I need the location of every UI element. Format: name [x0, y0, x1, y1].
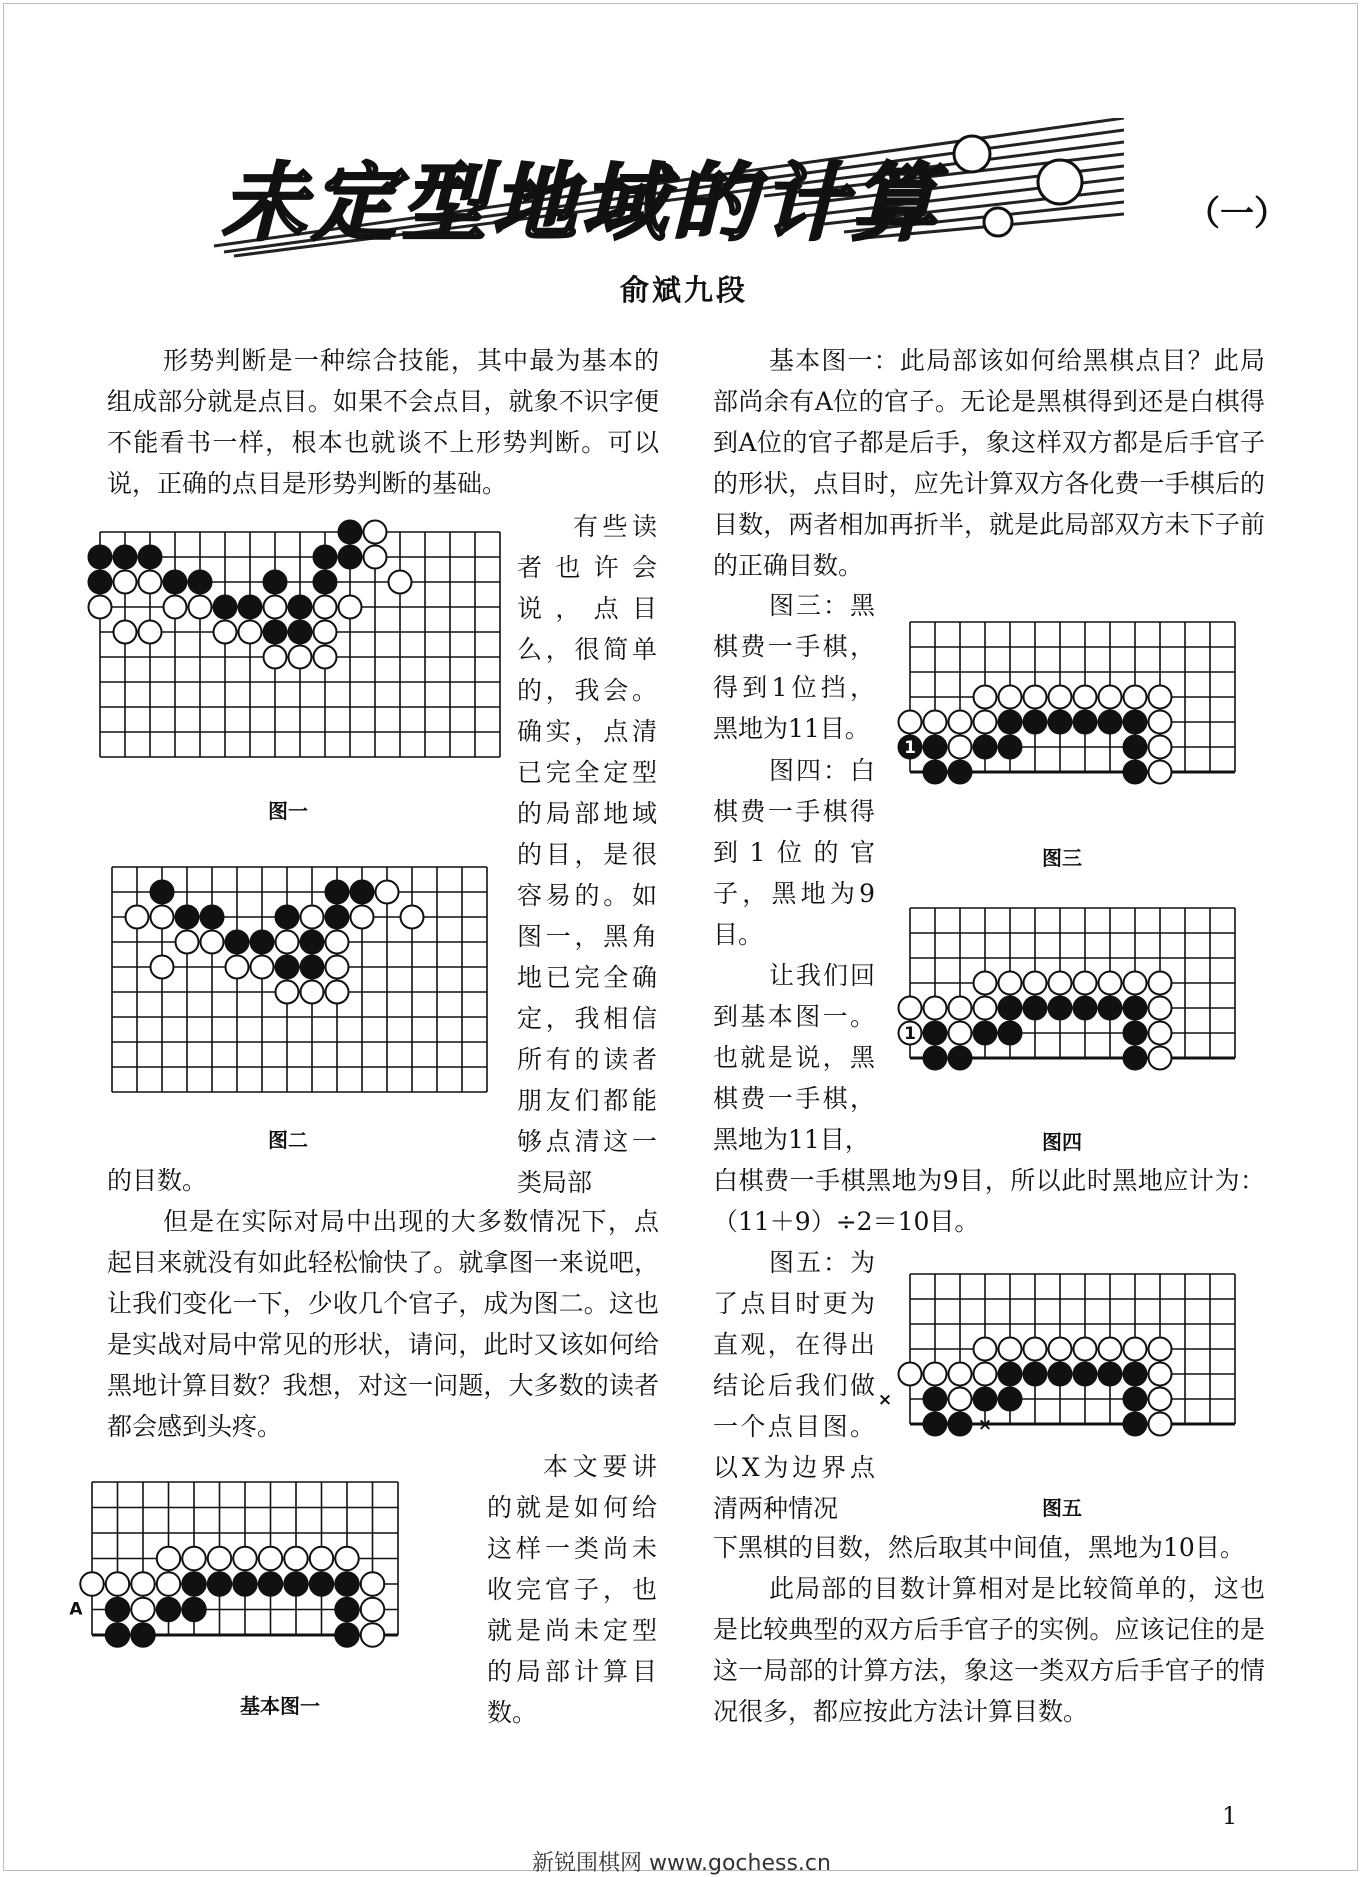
boundary-x-mark: ×	[877, 1390, 893, 1410]
black-stone	[1074, 711, 1097, 734]
white-stone	[226, 956, 249, 979]
right-continuation-3: 下黑棋的目数，然后取其中间值，黑地为10目。	[713, 1533, 1245, 1562]
intro-paragraph: 形势判断是一种综合技能，其中最为基本的组成部分就是点目。如果不会点目，就象不识字便不能看书一样，根本也就谈不上形势判断。可以说，正确的点目是形势判断的基础。	[107, 346, 659, 498]
side-text-2: 本文要讲的就是如何给这样一类尚未收完官子，也就是尚未定型的局部计算目数。	[487, 1452, 657, 1727]
white-stone	[276, 981, 299, 1004]
black-stone	[999, 1022, 1022, 1045]
black-stone	[351, 881, 374, 904]
white-stone	[131, 1598, 154, 1621]
black-stone	[310, 1572, 333, 1595]
white-stone	[999, 972, 1022, 995]
white-stone	[106, 1572, 129, 1595]
white-stone	[264, 646, 287, 669]
black-stone	[1024, 1363, 1047, 1386]
diagram-fig2	[100, 855, 520, 1105]
continuation-1: 的目数。	[107, 1166, 208, 1195]
white-stone	[1099, 1338, 1122, 1361]
white-stone	[949, 1363, 972, 1386]
black-stone	[131, 1623, 154, 1646]
side-text-5: 让我们回到基本图一。也就是说，黑棋费一手棋，黑地为11目，	[713, 961, 875, 1154]
black-stone	[1124, 1047, 1147, 1070]
diagram-fig3	[898, 610, 1278, 820]
black-stone	[314, 546, 337, 569]
black-stone	[289, 621, 312, 644]
black-stone	[1124, 711, 1147, 734]
white-stone	[1149, 686, 1172, 709]
white-stone	[314, 646, 337, 669]
white-stone	[1149, 1388, 1172, 1411]
white-stone	[89, 596, 112, 619]
white-stone	[276, 931, 299, 954]
black-stone	[949, 761, 972, 784]
black-stone	[1074, 997, 1097, 1020]
black-stone	[335, 1598, 358, 1621]
black-stone	[276, 956, 299, 979]
white-stone	[1099, 972, 1122, 995]
black-stone	[1124, 761, 1147, 784]
white-stone	[214, 621, 237, 644]
white-stone	[974, 686, 997, 709]
black-stone	[1074, 1363, 1097, 1386]
black-stone	[259, 1572, 282, 1595]
white-stone	[401, 906, 424, 929]
black-stone	[999, 1363, 1022, 1386]
white-stone	[1124, 972, 1147, 995]
white-stone	[364, 521, 387, 544]
white-stone	[233, 1547, 256, 1570]
white-stone	[326, 931, 349, 954]
author-byline: 俞斌九段	[620, 273, 749, 307]
white-stone	[80, 1572, 103, 1595]
white-stone	[1024, 1338, 1047, 1361]
diagram-fig5	[877, 1262, 1278, 1472]
black-stone	[289, 596, 312, 619]
black-stone	[335, 1623, 358, 1646]
black-stone	[251, 931, 274, 954]
right-continuation-2: 白棋费一手棋黑地为9目，所以此时黑地应计为：（11＋9）÷2＝10目。	[713, 1166, 1265, 1236]
black-stone	[339, 546, 362, 569]
white-stone	[114, 571, 137, 594]
black-stone	[201, 906, 224, 929]
black-stone	[301, 956, 324, 979]
white-stone	[974, 1338, 997, 1361]
black-stone	[284, 1572, 307, 1595]
black-stone	[89, 546, 112, 569]
black-stone	[999, 997, 1022, 1020]
white-stone	[251, 956, 274, 979]
black-stone	[264, 621, 287, 644]
black-stone	[314, 571, 337, 594]
fig5-caption: 图五	[1042, 1496, 1082, 1520]
white-stone	[1149, 1047, 1172, 1070]
white-stone	[151, 906, 174, 929]
black-stone	[949, 1047, 972, 1070]
black-stone	[208, 1572, 231, 1595]
white-stone	[949, 1388, 972, 1411]
white-stone	[301, 906, 324, 929]
white-stone	[1074, 686, 1097, 709]
diagram-fig4	[898, 896, 1278, 1106]
black-stone	[326, 881, 349, 904]
white-stone	[182, 1547, 205, 1570]
black-stone	[1024, 711, 1047, 734]
fig2-caption: 图二	[268, 1128, 308, 1152]
white-stone	[949, 997, 972, 1020]
black-stone	[999, 736, 1022, 759]
white-stone	[924, 711, 947, 734]
black-stone	[264, 571, 287, 594]
black-stone	[214, 596, 237, 619]
white-stone	[949, 711, 972, 734]
black-stone	[1124, 1363, 1147, 1386]
white-stone	[1024, 686, 1047, 709]
white-stone	[949, 1022, 972, 1045]
white-stone	[1149, 972, 1172, 995]
black-stone	[1024, 997, 1047, 1020]
white-stone	[139, 571, 162, 594]
white-stone	[1149, 711, 1172, 734]
white-stone	[259, 1547, 282, 1570]
black-stone	[151, 881, 174, 904]
white-stone	[1099, 686, 1122, 709]
white-stone	[1149, 1413, 1172, 1436]
white-stone	[1049, 972, 1072, 995]
black-stone	[924, 1047, 947, 1070]
white-stone	[314, 596, 337, 619]
white-stone	[1049, 686, 1072, 709]
white-stone	[157, 1572, 180, 1595]
white-stone	[924, 1363, 947, 1386]
white-stone	[1074, 1338, 1097, 1361]
move-number: 1	[904, 738, 916, 758]
black-stone	[106, 1598, 129, 1621]
black-stone	[949, 1413, 972, 1436]
white-stone	[208, 1547, 231, 1570]
side-text-4: 图四：白棋费一手棋得到1位的官子，黑地为9目。	[713, 756, 875, 949]
boundary-x-mark: ×	[977, 1415, 993, 1435]
black-stone	[924, 1388, 947, 1411]
white-stone	[157, 1547, 180, 1570]
black-stone	[924, 1022, 947, 1045]
white-stone	[351, 906, 374, 929]
white-stone	[201, 931, 224, 954]
black-stone	[326, 906, 349, 929]
page-number: 1	[1222, 1802, 1238, 1830]
black-stone	[114, 546, 137, 569]
white-stone	[189, 596, 212, 619]
black-stone	[1124, 1388, 1147, 1411]
black-stone	[226, 931, 249, 954]
white-stone	[114, 621, 137, 644]
white-stone	[389, 571, 412, 594]
white-stone	[339, 596, 362, 619]
black-stone	[924, 736, 947, 759]
white-stone	[131, 1572, 154, 1595]
diagram-base-fig1	[69, 1470, 482, 1675]
white-stone	[151, 956, 174, 979]
white-stone	[1149, 1022, 1172, 1045]
white-stone	[126, 906, 149, 929]
white-stone	[361, 1598, 384, 1621]
black-stone	[276, 906, 299, 929]
black-stone	[999, 711, 1022, 734]
article-title: 未定型地域的计算	[222, 153, 943, 252]
white-stone	[301, 981, 324, 1004]
white-stone	[314, 621, 337, 644]
black-stone	[1099, 1363, 1122, 1386]
article-part: （一）	[1186, 194, 1288, 234]
white-stone	[949, 736, 972, 759]
side-text-1: 有些读者也许会说，点目么，很简单的，我会。确实，点清已完全定型的局部地域的目，是很容易的。如图一，黑角地已完全确定，我相信所有的读者朋友们都能够点清这一类局部	[517, 512, 657, 1197]
black-stone	[924, 761, 947, 784]
black-stone	[974, 736, 997, 759]
black-stone	[335, 1572, 358, 1595]
white-stone	[376, 881, 399, 904]
white-stone	[284, 1547, 307, 1570]
black-stone	[1049, 997, 1072, 1020]
white-stone	[974, 997, 997, 1020]
footer-watermark: 新锐围棋网 www.gochess.cn	[532, 1851, 831, 1876]
black-stone	[106, 1623, 129, 1646]
white-stone	[1124, 686, 1147, 709]
white-stone	[974, 972, 997, 995]
white-stone	[1024, 972, 1047, 995]
white-stone	[899, 1363, 922, 1386]
black-stone	[974, 1388, 997, 1411]
white-stone	[999, 686, 1022, 709]
black-stone	[189, 571, 212, 594]
white-stone	[974, 1363, 997, 1386]
white-stone	[139, 621, 162, 644]
white-stone	[1124, 1338, 1147, 1361]
white-stone	[239, 621, 262, 644]
diagram-fig1	[88, 520, 528, 780]
black-stone	[233, 1572, 256, 1595]
black-stone	[239, 596, 262, 619]
black-stone	[1099, 997, 1122, 1020]
point-label-a: A	[69, 1599, 83, 1620]
white-stone	[1149, 1338, 1172, 1361]
black-stone	[139, 546, 162, 569]
black-stone	[301, 931, 324, 954]
side-text-3: 图三：黑棋费一手棋，得到1位挡，黑地为11目。	[713, 591, 875, 743]
black-stone	[1049, 711, 1072, 734]
white-stone	[899, 711, 922, 734]
right-last-paragraph: 此局部的目数计算相对是比较简单的，这也是比较典型的双方后手官子的实例。应该记住的是这一局部的计算方法，象这一类双方后手官子的情况很多，都应按此方法计算目数。	[713, 1574, 1265, 1726]
white-stone	[1149, 997, 1172, 1020]
right-paragraph-1: 基本图一：此局部该如何给黑棋点目？此局部尚余有A位的官子。无论是黑棋得到还是白棋得到A位的官子都是后手，象这样双方都是后手官子的形状，点目时，应先计算双方各化费一手棋后的目数，两者相加再折半，就是此局部双方未下子前的正确目数。	[713, 346, 1265, 580]
black-stone	[182, 1572, 205, 1595]
white-stone	[310, 1547, 333, 1570]
white-stone	[1149, 736, 1172, 759]
white-stone	[1149, 1363, 1172, 1386]
black-stone	[176, 906, 199, 929]
fig1-caption: 图一	[268, 799, 308, 823]
black-stone	[89, 571, 112, 594]
white-stone	[361, 1572, 384, 1595]
fig3-caption: 图三	[1042, 846, 1082, 870]
white-stone	[361, 1623, 384, 1646]
white-stone	[924, 997, 947, 1020]
white-stone	[164, 596, 187, 619]
black-stone	[157, 1598, 180, 1621]
white-stone	[899, 997, 922, 1020]
white-stone	[326, 981, 349, 1004]
black-stone	[1124, 736, 1147, 759]
black-stone	[1124, 1022, 1147, 1045]
white-stone	[1049, 1338, 1072, 1361]
white-stone	[264, 596, 287, 619]
side-text-6: 图五：为了点目时更为直观，在得出结论后我们做一个点目图。以X为边界点清两种情况	[713, 1248, 875, 1523]
white-stone	[176, 931, 199, 954]
white-stone	[289, 646, 312, 669]
black-stone	[182, 1598, 205, 1621]
white-stone	[326, 956, 349, 979]
black-stone	[1049, 1363, 1072, 1386]
black-stone	[974, 1022, 997, 1045]
white-stone	[364, 546, 387, 569]
black-stone	[1099, 711, 1122, 734]
white-stone	[974, 711, 997, 734]
paragraph-2: 但是在实际对局中出现的大多数情况下，点起目来就没有如此轻松愉快了。就拿图一来说吧，让我们变化一下，少收几个官子，成为图二。这也是实战对局中常见的形状，请问，此时又该如何给黑地计算目数？我想，对这一问题，大多数的读者都会感到头疼。	[107, 1207, 659, 1441]
black-stone	[1124, 997, 1147, 1020]
base-fig1-caption: 基本图一	[240, 1694, 320, 1718]
black-stone	[164, 571, 187, 594]
white-stone	[999, 1338, 1022, 1361]
move-number: 1	[904, 1024, 916, 1044]
fig4-caption: 图四	[1042, 1130, 1082, 1154]
white-stone	[1149, 761, 1172, 784]
white-stone	[335, 1547, 358, 1570]
black-stone	[1124, 1413, 1147, 1436]
white-stone	[1074, 972, 1097, 995]
black-stone	[339, 521, 362, 544]
black-stone	[924, 1413, 947, 1436]
black-stone	[999, 1388, 1022, 1411]
